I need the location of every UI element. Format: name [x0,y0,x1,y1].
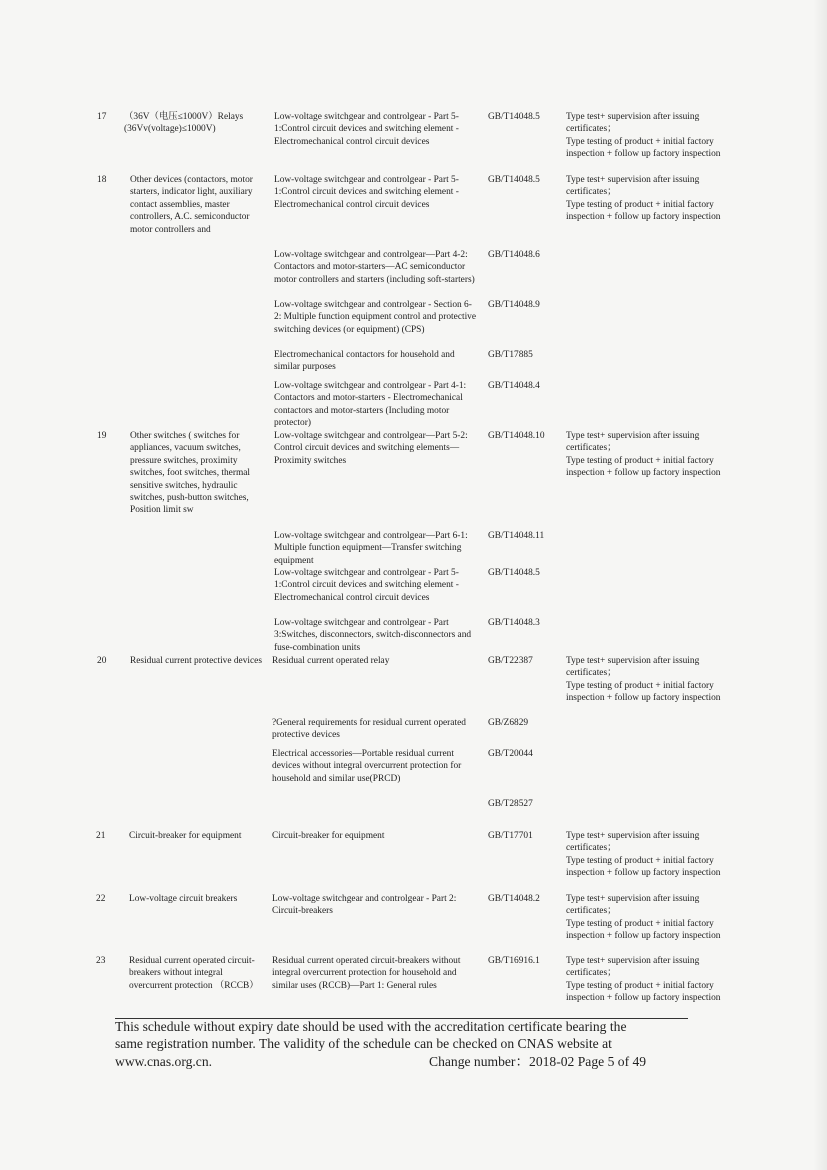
standard-code: GB/T17701 [488,831,533,841]
row-number: 20 [97,656,107,666]
device-name: Low-voltage circuit breakers [129,894,238,904]
standard-title: Low-voltage switchgear and controlgear - Part 5-1:Control circuit devices and switching element - Electromechanical control circuit devices [274,112,459,147]
requirement-text: Type test+ supervision after issuing certificates； Type testing of product + initial factory inspection + follow up factory inspection [566,956,721,1004]
standard-title: Low-voltage switchgear and controlgear - Part 4-1: Contactors and motor-starters - Electromechanical contactors and motor-starters (Including motor protector) [274,381,467,429]
row-number: 21 [96,831,106,841]
standard-title: Low-voltage switchgear and controlgear - Part 5-1:Control circuit devices and switching element - Electromechanical control circuit devices [274,175,459,210]
standard-title: Electrical accessories—Portable residual current devices without integral overcurrent protection for household and similar use(PRCD) [272,749,462,784]
standard-code: GB/T14048.4 [488,381,540,391]
device-name: Other switches ( switches for appliances, vacuum switches, pressure switches, proximity switches, foot switches, thermal sensitive switches, hydraulic switches, push-button switches, Position limit sw [130,431,251,516]
standard-title: Low-voltage switchgear and controlgear - Part 2: Circuit-breakers [272,894,457,917]
requirement-text: Type test+ supervision after issuing certificates； Type testing of product + initial factory inspection + follow up factory inspection [566,894,721,942]
standard-code: GB/T14048.6 [488,250,540,260]
standard-title: Low-voltage switchgear and controlgear - Part 3:Switches, disconnectors, switch-disconnectors and fuse-combination units [274,618,472,653]
device-name: Residual current operated circuit-breakers without integral overcurrent protection （RCCB） [129,956,259,991]
requirement-text: Type test+ supervision after issuing certificates； Type testing of product + initial factory inspection + follow up factory inspection [566,431,721,479]
standard-title: Circuit-breaker for equipment [272,831,385,841]
row-number: 22 [96,894,106,904]
standard-code: GB/T17885 [488,350,533,360]
standard-title: Electromechanical contactors for household and similar purposes [274,350,455,373]
row-number: 17 [97,112,107,122]
page-edge [813,0,827,1170]
standard-title: Residual current operated relay [272,656,390,666]
footer-line-1: This schedule without expiry date should be used with the accreditation certificate bearing the [115,1019,627,1034]
standard-title: ?General requirements for residual current operated protective devices [272,718,466,741]
requirement-text: Type test+ supervision after issuing certificates； Type testing of product + initial factory inspection + follow up factory inspection [566,656,721,704]
standard-code: GB/T14048.5 [488,175,540,185]
change-number-page: Change number：2018-02 Page 5 of 49 [429,1054,647,1069]
device-name: Circuit-breaker for equipment [129,831,242,841]
standard-code: GB/T22387 [488,656,533,666]
standard-code: GB/T14048.9 [488,300,540,310]
standard-code: GB/T14048.11 [488,531,545,541]
footer-line-2: same registration number. The validity of the schedule can be checked on CNAS website at [115,1036,612,1051]
standard-title: Low-voltage switchgear and controlgear—Part 6-1: Multiple function equipment—Transfer switching equipment [274,531,468,566]
footer-website: www.cnas.org.cn. [115,1054,213,1069]
standard-code: GB/T14048.3 [488,618,540,628]
standard-code: GB/Z6829 [488,718,529,728]
requirement-text: Type test+ supervision after issuing certificates； Type testing of product + initial factory inspection + follow up factory inspection [566,175,721,223]
standard-code: GB/T14048.5 [488,568,540,578]
requirement-text: Type test+ supervision after issuing certificates； Type testing of product + initial factory inspection + follow up factory inspection [566,112,721,160]
requirement-text: Type test+ supervision after issuing certificates； Type testing of product + initial factory inspection + follow up factory inspection [566,831,721,879]
device-name: Residual current protective devices [130,656,262,666]
row-number: 23 [96,956,106,966]
standard-code: GB/T16916.1 [488,956,540,966]
standard-code: GB/T28527 [488,799,533,809]
row-number: 18 [97,175,107,185]
standard-code: GB/T14048.2 [488,894,540,904]
device-name: （36V（电压≤1000V）Relays (36Vv(voltage)≤1000V) [124,112,244,135]
standard-title: Residual current operated circuit-breakers without integral overcurrent protection for household and similar uses (RCCB)—Part 1: General rules [272,956,461,991]
device-name: Other devices (contactors, motor starters, indicator light, auxiliary contact assemblies, master controllers, A.C. semiconductor motor controllers and [130,175,253,235]
standard-code: GB/T14048.5 [488,112,540,122]
standard-code: GB/T14048.10 [488,431,545,441]
standard-title: Low-voltage switchgear and controlgear—Part 5-2: Control circuit devices and switching elements—Proximity switches [274,431,468,466]
standard-title: Low-voltage switchgear and controlgear - Part 5-1:Control circuit devices and switching element - Electromechanical control circuit devices [274,568,459,603]
row-number: 19 [97,431,107,441]
standard-title: Low-voltage switchgear and controlgear—Part 4-2: Contactors and motor-starters—AC semiconductor motor controllers and starters (including soft-starters) [274,250,475,285]
standard-title: Low-voltage switchgear and controlgear - Section 6-2: Multiple function equipment control and protective switching devices (or equipment) (CPS) [274,300,477,335]
standard-code: GB/T20044 [488,749,533,759]
